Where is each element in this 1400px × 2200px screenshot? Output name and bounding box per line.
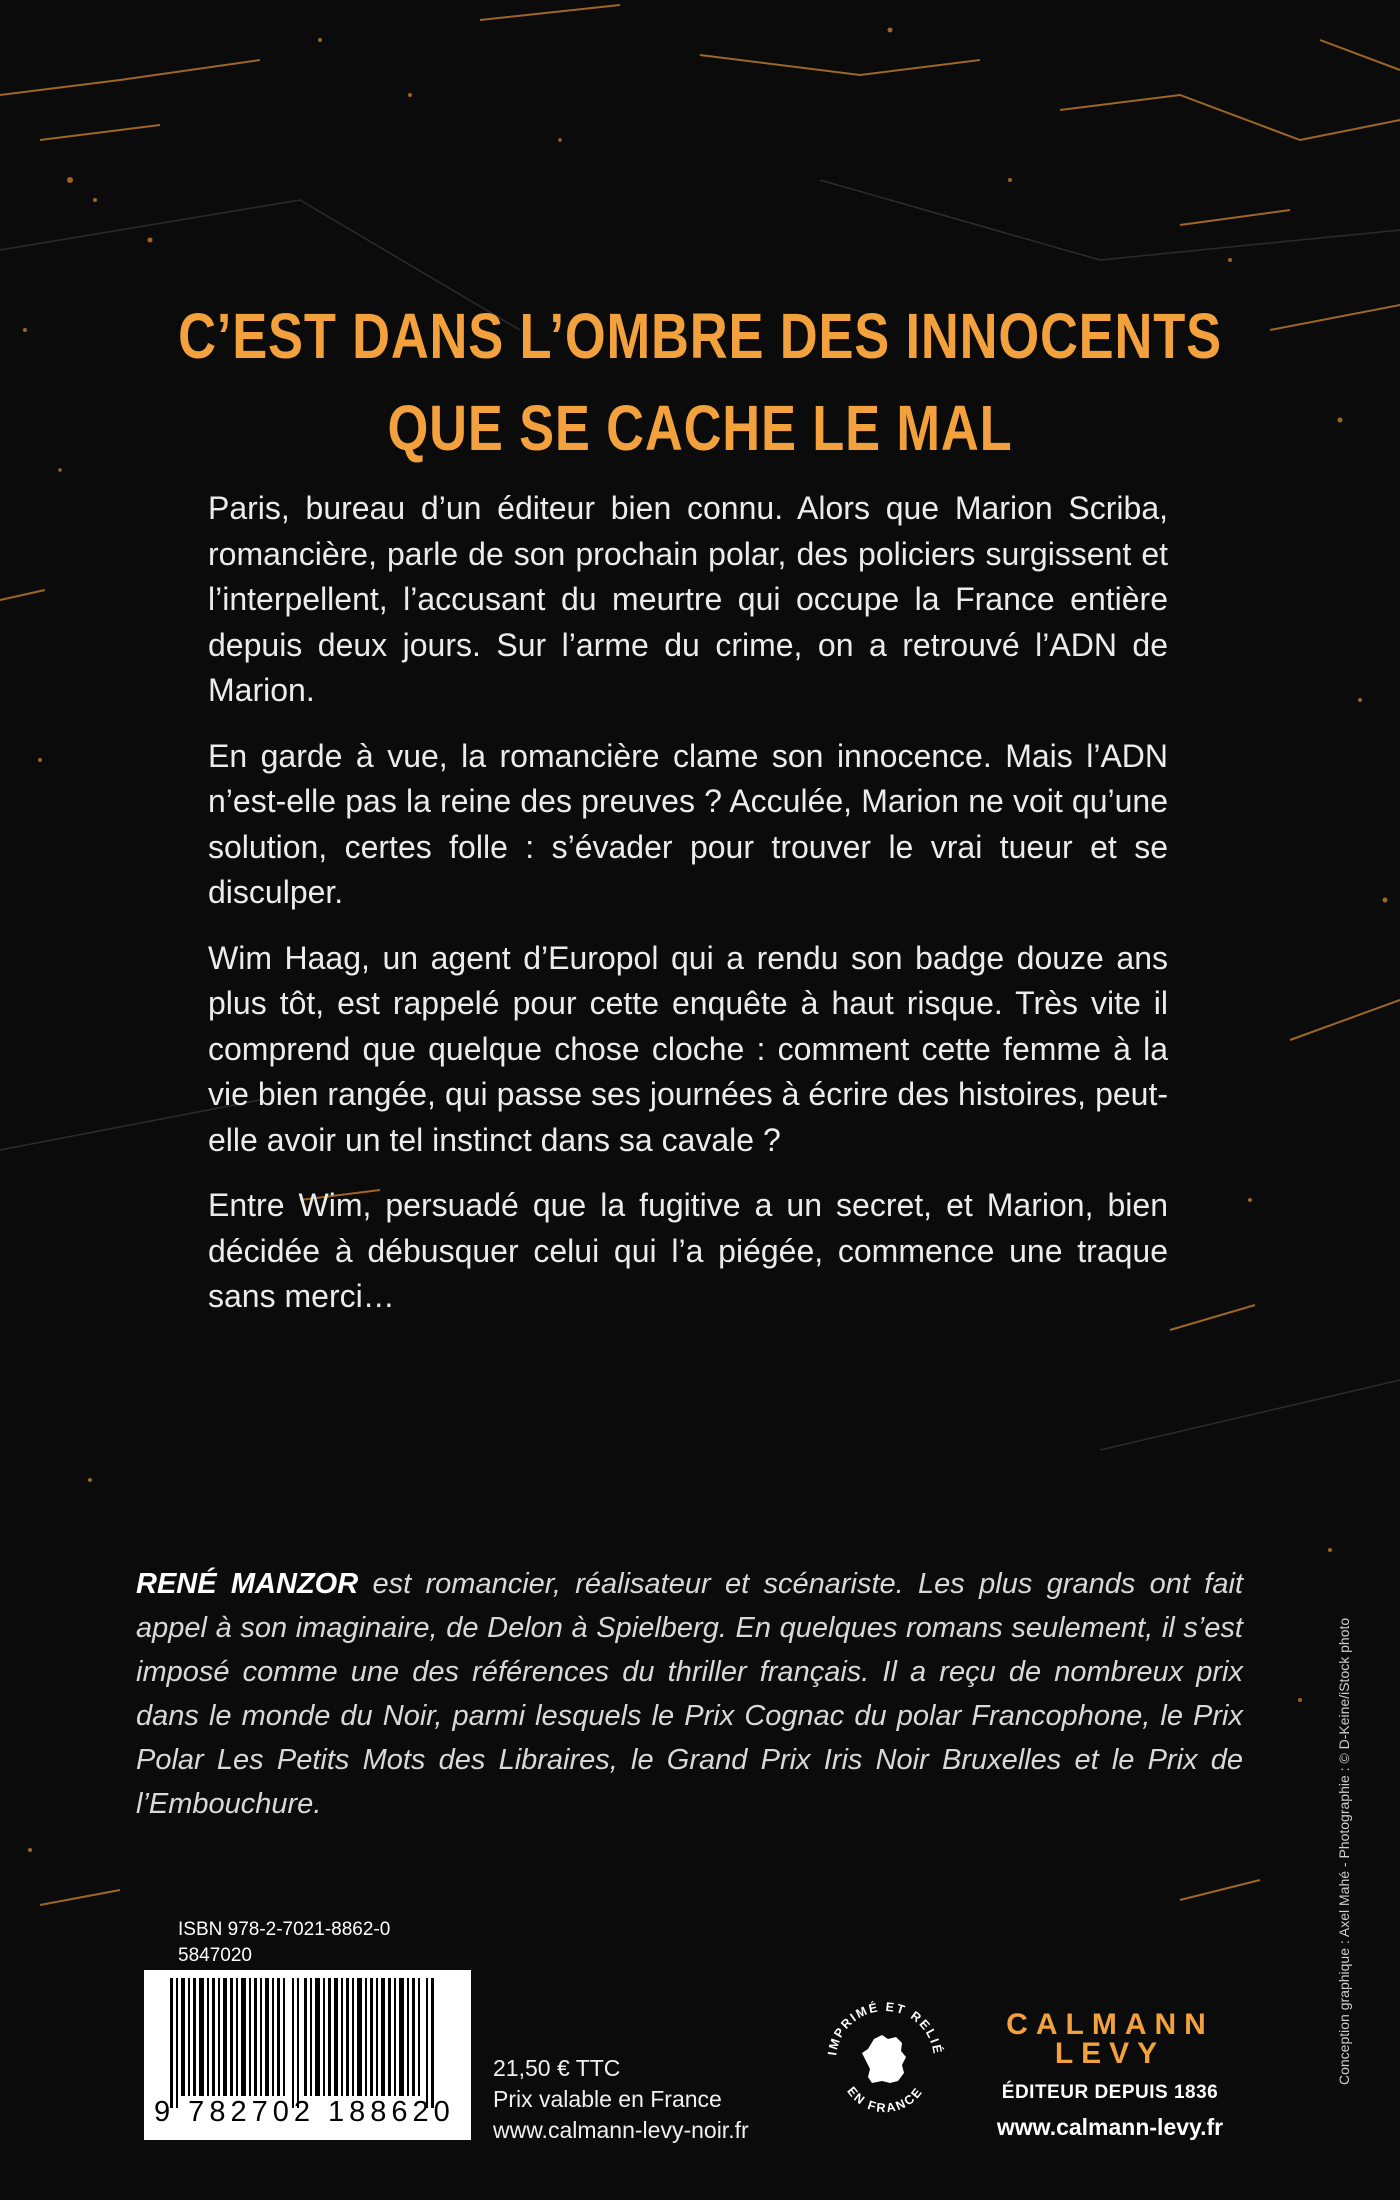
price-block: [493, 2053, 749, 2146]
author-name: RENÉ MANZOR: [136, 1568, 359, 1600]
author-bio: [136, 1562, 1243, 1826]
back-cover-blurb: [208, 486, 1168, 1340]
author-bio-text: est romancier, réalisateur et scénariste. Les plus grands ont fait appel à son imaginaire, de Delon à Spielberg. En quelques romans seulement, il s’est imposé comme une des références du thriller français. Il a reçu de nombreux prix dans le monde du Noir, parmi lesquels le Prix Cognac du polar Francophone, le Prix Polar Les Petits Mots des Libraires, le Grand Prix Iris Noir Bruxelles et le Prix de l’Embouchure.: [136, 1568, 1243, 1820]
publisher-logo-line-1: CALMANN: [1006, 2008, 1214, 2041]
product-code: 5847020: [178, 1945, 252, 1966]
publisher-logo-line-2: LEVY: [1054, 2037, 1166, 2070]
price-validity: Prix valable en France: [493, 2086, 722, 2112]
isbn-block: [178, 1917, 390, 1969]
isbn-number: ISBN 978-2-7021-8862-0: [178, 1919, 391, 1940]
barcode: [144, 1970, 471, 2140]
imprint-website: www.calmann-levy-noir.fr: [493, 2117, 749, 2143]
seal-bottom-text: EN FRANCE: [844, 2084, 926, 2116]
printed-in-france-seal: [822, 1997, 948, 2123]
price: 21,50 € TTC: [493, 2055, 621, 2081]
publisher-website: www.calmann-levy.fr: [996, 2114, 1224, 2140]
svg-text:EN FRANCE: [844, 2084, 926, 2115]
headline-line-2: QUE SE CACHE LE MAL: [387, 392, 1013, 464]
seal-top-text: IMPRIMÉ ET RELIÉ: [825, 1999, 945, 2057]
headline: [126, 290, 1274, 474]
publisher-since: ÉDITEUR DEPUIS 1836: [1001, 2082, 1219, 2103]
design-credit: Conception graphique : Axel Mahé - Photographie : © D-Keine/iStock photo: [1336, 1617, 1352, 2085]
blurb-paragraph: En garde à vue, la romancière clame son innocence. Mais l’ADN n’est-elle pas la reine des preuves ? Acculée, Marion ne voit qu’une solution, certes folle : s’évader pour trouver le vrai tueur et se disculper.: [208, 737, 1168, 910]
france-map-icon: [862, 2035, 906, 2083]
blurb-paragraph: Entre Wim, persuadé que la fugitive a un secret, et Marion, bien décidée à débusquer celui qui l’a piégée, commence une traque sans merci…: [208, 1187, 1168, 1314]
headline-line-1: C’EST DANS L’OMBRE DES INNOCENTS: [178, 300, 1222, 372]
blurb-paragraph: Wim Haag, un agent d’Europol qui a rendu son badge douze ans plus tôt, est rappelé pour cette enquête à haut risque. Très vite il comprend que quelque chose cloche : comment cette femme à la vie bien rangée, qui passe ses journées à écrire des histoires, peut-elle avoir un tel instinct dans sa cavale ?: [208, 939, 1168, 1158]
barcode-digits: 9 782702 188620: [154, 2096, 455, 2128]
publisher-logo-block: [985, 2010, 1235, 2141]
blurb-paragraph: Paris, bureau d’un éditeur bien connu. Alors que Marion Scriba, romancière, parle de son prochain polar, des policiers surgissent et l’interpellent, l’accusant du meurtre qui occupe la France entière depuis deux jours. Sur l’arme du crime, on a retrouvé l’ADN de Marion.: [208, 490, 1168, 708]
